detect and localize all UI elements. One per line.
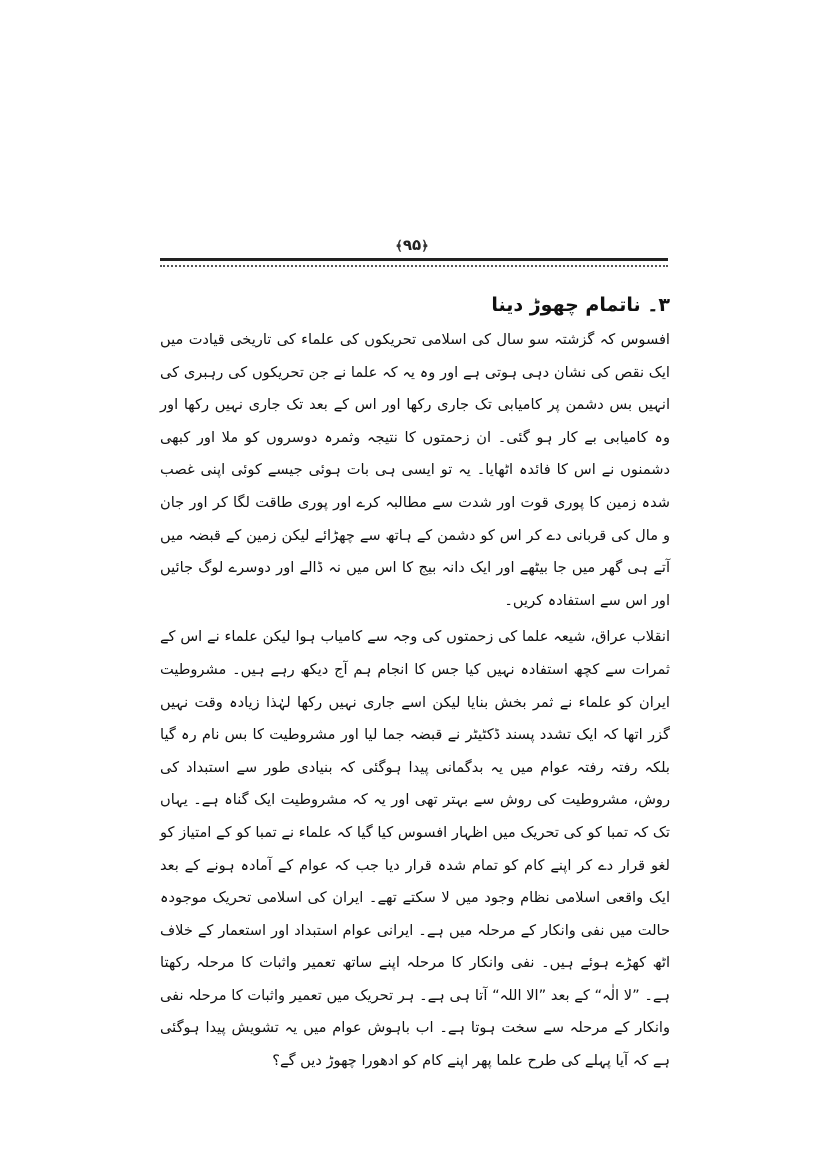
ornament-left-icon: ﴾ (395, 239, 403, 254)
header-rule (160, 258, 668, 261)
page-number (362, 236, 462, 254)
section-heading: ۳۔ ناتمام چھوڑ دینا (491, 294, 670, 316)
body-text (160, 290, 670, 1078)
ornament-right-icon: ﴿ (421, 239, 429, 254)
paragraph-2: انقلاب عراق، شیعہ علما کی زحمتوں کی وجہ سے کامیاب ہوا لیکن علماء نے اس کے ثمرات سے کچھ استفادہ نہیں کیا جس کا انجام ہم آج دیکھ رہے ہیں۔ مشروطیت ایران کو علماء نے ثمر بخش بنایا لیکن اسے جاری نہیں رکھا لہٰذا زیادہ وقت نہیں گزر اتھا کہ ایک تشدد پسند ڈکٹیٹر نے قبضہ جما لیا اور مشروطیت کا بس نام رہ گیا بلکہ رفتہ رفتہ عوام میں یہ بدگمانی پیدا ہوگئی کہ بنیادی طور سے استبداد کی روش، مشروطیت کی روش سے بہتر تھی اور یہ کہ مشروطیت ایک گناہ ہے۔ یہاں تک کہ تمبا کو کی تحریک میں اظہار افسوس کیا گیا کہ علماء نے تمبا کو کے امتیاز کو لغو قرار دے کر اپنے کام کو تمام شدہ قرار دیا جب کہ عوام کے آمادہ ہونے کے بعد ایک واقعی اسلامی نظام وجود میں لا سکتے تھے۔ ایران کی اسلامی تحریک موجودہ حالت میں نفی وانکار کے مرحلہ میں ہے۔ ایرانی عوام استبداد اور استعمار کے خلاف اٹھ کھڑے ہوئے ہیں۔ نفی وانکار کا مرحلہ اپنے ساتھ تعمیر واثبات کا مرحلہ رکھتا ہے۔ ”لا الٰہ“ کے بعد ”الا اللہ“ آتا ہی ہے۔ ہر تحریک میں تعمیر واثبات کا مرحلہ نفی وانکار کے مرحلہ سے سخت ہوتا ہے۔ اب باہوش عوام میں یہ تشویش پیدا ہوگئی ہے کہ آیا پہلے کی طرح علما پھر اپنے کام کو ادھورا چھوڑ دیں گے؟ (160, 628, 670, 1070)
header-dotted-rule (160, 265, 668, 267)
page-number-value: ۹۵ (402, 236, 422, 254)
paragraph-1: افسوس کہ گزشتہ سو سال کی اسلامی تحریکوں کی علماء کی تاریخی قیادت میں ایک نقص کی نشان دہی ہوتی ہے اور وہ یہ کہ علما نے جن تحریکوں کی رہبری کی انہیں بس دشمن پر کامیابی تک جاری رکھا اور اس کے بعد تک جاری نہیں رکھا اور وہ کامیابی بے کار ہو گئی۔ ان زحمتوں کا نتیجہ وثمرہ دوسروں کو ملا اور کبھی دشمنوں نے اس کا فائدہ اٹھایا۔ یہ تو ایسی ہی بات ہوئی جیسے کوئی اپنی غصب شدہ زمین کا پوری قوت اور شدت سے مطالبہ کرے اور پوری طاقت لگا کر اور جان و مال کی قربانی دے کر اس کو دشمن کے ہاتھ سے چھڑائے لیکن زمین کے قبضہ میں آتے ہی گھر میں جا بیٹھے اور ایک دانہ بیج کا اس میں نہ ڈالے اور دوسرے لوگ جائیں اور اس سے استفادہ کریں۔ (160, 331, 670, 609)
